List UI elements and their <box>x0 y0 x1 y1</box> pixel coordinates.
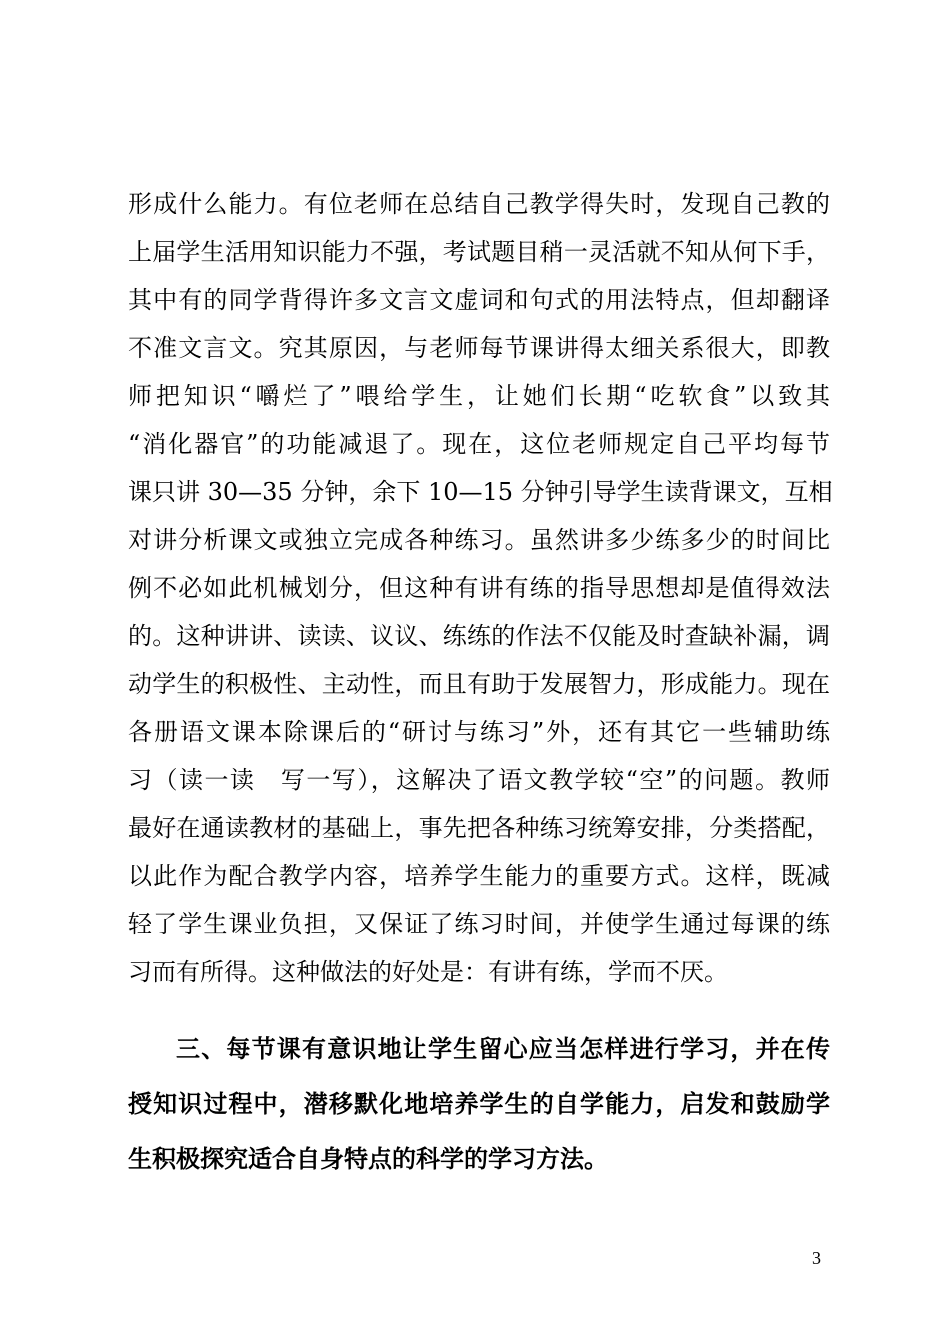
paragraph-line: 动学生的积极性、主动性，而且有助于发展智力，形成能力。现在 <box>128 670 830 698</box>
paragraph-line: 以此作为配合教学内容，培养学生能力的重要方式。这样，既减 <box>128 862 830 890</box>
heading-line: 授知识过程中，潜移默化地培养学生的自学能力，启发和鼓励学 <box>128 1090 830 1118</box>
paragraph-line: 轻了学生课业负担，又保证了练习时间，并使学生通过每课的练 <box>128 910 830 938</box>
paragraph-line: 上届学生活用知识能力不强，考试题目稍一灵活就不知从何下手， <box>128 238 830 266</box>
paragraph-line: 形成什么能力。有位老师在总结自己教学得失时，发现自己教的 <box>128 190 830 218</box>
page-number: 3 <box>812 1248 821 1268</box>
paragraph-line: 的。这种讲讲、读读、议议、练练的作法不仅能及时查缺补漏，调 <box>128 622 830 650</box>
paragraph-line: 最好在通读教材的基础上，事先把各种练习统筹安排，分类搭配， <box>128 814 830 842</box>
paragraph-line: 不准文言文。究其原因，与老师每节课讲得太细关系很大，即教 <box>128 334 830 362</box>
heading-line: 三、每节课有意识地让学生留心应当怎样进行学习，并在传 <box>176 1035 830 1063</box>
paragraph-line: 例不必如此机械划分，但这种有讲有练的指导思想却是值得效法 <box>128 574 830 602</box>
paragraph-line: 习（读一读 写一写），这解决了语文教学较“空”的问题。教师 <box>128 766 830 794</box>
heading-line: 生积极探究适合自身特点的科学的学习方法。 <box>128 1145 608 1173</box>
paragraph-line: 师把知识“嚼烂了”喂给学生，让她们长期“吃软食”以致其 <box>128 382 830 410</box>
paragraph-line: 各册语文课本除课后的“研讨与练习”外，还有其它一些辅助练 <box>128 718 830 746</box>
paragraph-line: “消化器官”的功能减退了。现在，这位老师规定自己平均每节 <box>128 430 830 458</box>
paragraph-line: 课只讲 30—35 分钟，余下 10—15 分钟引导学生读背课文，互相 <box>128 478 833 506</box>
paragraph-line: 对讲分析课文或独立完成各种练习。虽然讲多少练多少的时间比 <box>128 526 830 554</box>
paragraph-line: 习而有所得。这种做法的好处是：有讲有练，学而不厌。 <box>128 958 728 986</box>
paragraph-line: 其中有的同学背得许多文言文虚词和句式的用法特点，但却翻译 <box>128 286 830 314</box>
